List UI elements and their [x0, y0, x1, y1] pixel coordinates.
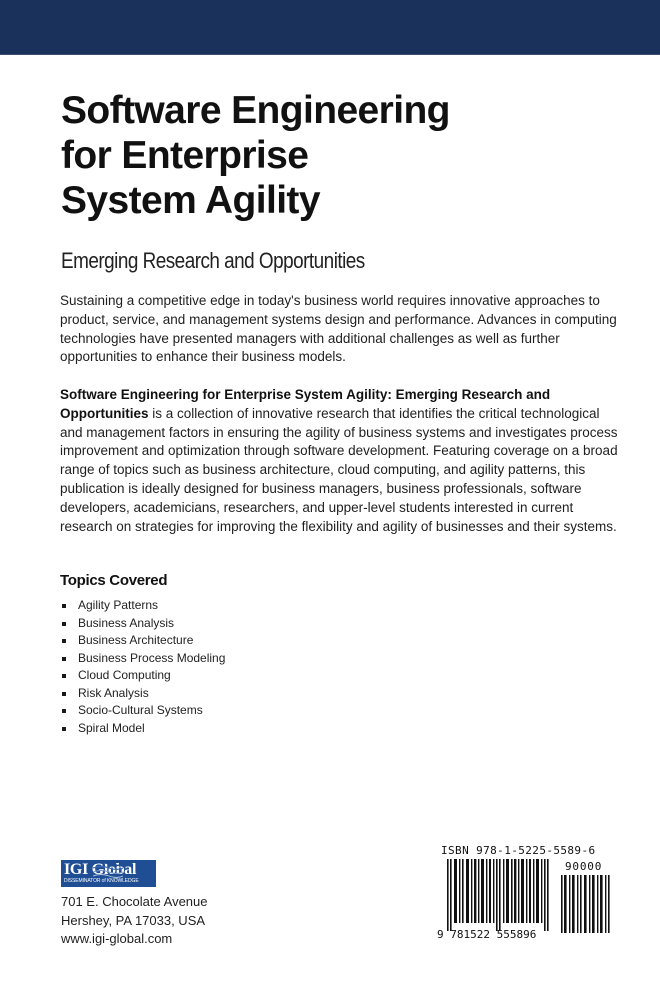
publisher-website: www.igi-global.com	[61, 931, 173, 946]
isbn-label: ISBN 978-1-5225-5589-6	[441, 844, 596, 857]
description-paragraph-2	[60, 386, 620, 536]
description-paragraph-2-text: is a collection of innovative research that identifies the critical technological and management factors in ensuring the agility of business systems and investigates process improvement and optimization through software development. Featuring coverage on a broad range of topics such as business architecture, cloud computing, and agility patterns, this publication is ideally designed for business managers, business professionals, software developers, academicians, researchers, and upper-level students interested in current research on strategies for improving the flexibility and agility of businesses and their systems.	[60, 405, 618, 534]
ean-barcode-icon	[447, 859, 551, 931]
square-bullet-icon	[62, 604, 66, 608]
square-bullet-icon	[62, 692, 66, 696]
square-bullet-icon	[62, 639, 66, 643]
topic-item	[60, 720, 225, 738]
topic-label: Cloud Computing	[78, 668, 171, 682]
topic-label: Business Process Modeling	[78, 650, 226, 665]
cover-top-band	[0, 0, 660, 55]
topic-label: Risk Analysis	[78, 685, 149, 700]
isbn-barcode-block	[437, 845, 627, 945]
logo-name: IGI Global	[64, 861, 137, 878]
topic-label: Spiral Model	[78, 720, 145, 735]
topic-item	[60, 702, 225, 720]
topics-list	[60, 597, 225, 737]
topic-item	[60, 685, 225, 703]
topic-label: Agility Patterns	[78, 598, 159, 612]
title-line-1: Software Engineering	[61, 89, 450, 132]
topics-heading: Topics Covered	[60, 572, 168, 589]
square-bullet-icon	[62, 709, 66, 713]
topic-item	[60, 632, 225, 650]
topic-item	[60, 667, 225, 685]
topic-item	[60, 615, 225, 633]
topic-label: Business Analysis	[78, 615, 175, 630]
address-street: 701 E. Chocolate Avenue	[61, 894, 208, 909]
title-line-3: System Agility	[61, 179, 320, 222]
description-book-title-bold: Software Engineering for Enterprise System Agility: Emerging Research and Opportunities	[60, 387, 551, 421]
book-subtitle: Emerging Research and Opportunities	[61, 248, 365, 273]
topic-label: Socio-Cultural Systems	[78, 703, 203, 717]
square-bullet-icon	[62, 622, 66, 626]
address-city: Hershey, PA 17033, USA	[61, 912, 206, 928]
ean-digits: 9 781522 555896	[437, 928, 537, 941]
logo-tagline: DISSEMINATOR of KNOWLEDGE	[64, 878, 139, 884]
description-paragraph-1: Sustaining a competitive edge in today's business world requires innovative approaches to product, service, and management systems design and performance. Advances in computing technologies have presented managers with additional challenges as well as further opportunities to enhance their business models.	[60, 293, 617, 365]
square-bullet-icon	[62, 657, 66, 661]
publisher-address	[61, 893, 208, 949]
price-addon-code: 90000	[565, 860, 603, 873]
topic-label: Business Architecture	[78, 633, 194, 647]
logo-waves-icon	[93, 860, 123, 880]
square-bullet-icon	[62, 727, 66, 731]
square-bullet-icon	[62, 674, 66, 678]
book-title	[61, 88, 581, 223]
topic-item	[60, 650, 225, 668]
addon-barcode-icon	[561, 875, 611, 933]
title-line-2: for Enterprise	[61, 134, 309, 177]
topic-item	[60, 597, 225, 615]
